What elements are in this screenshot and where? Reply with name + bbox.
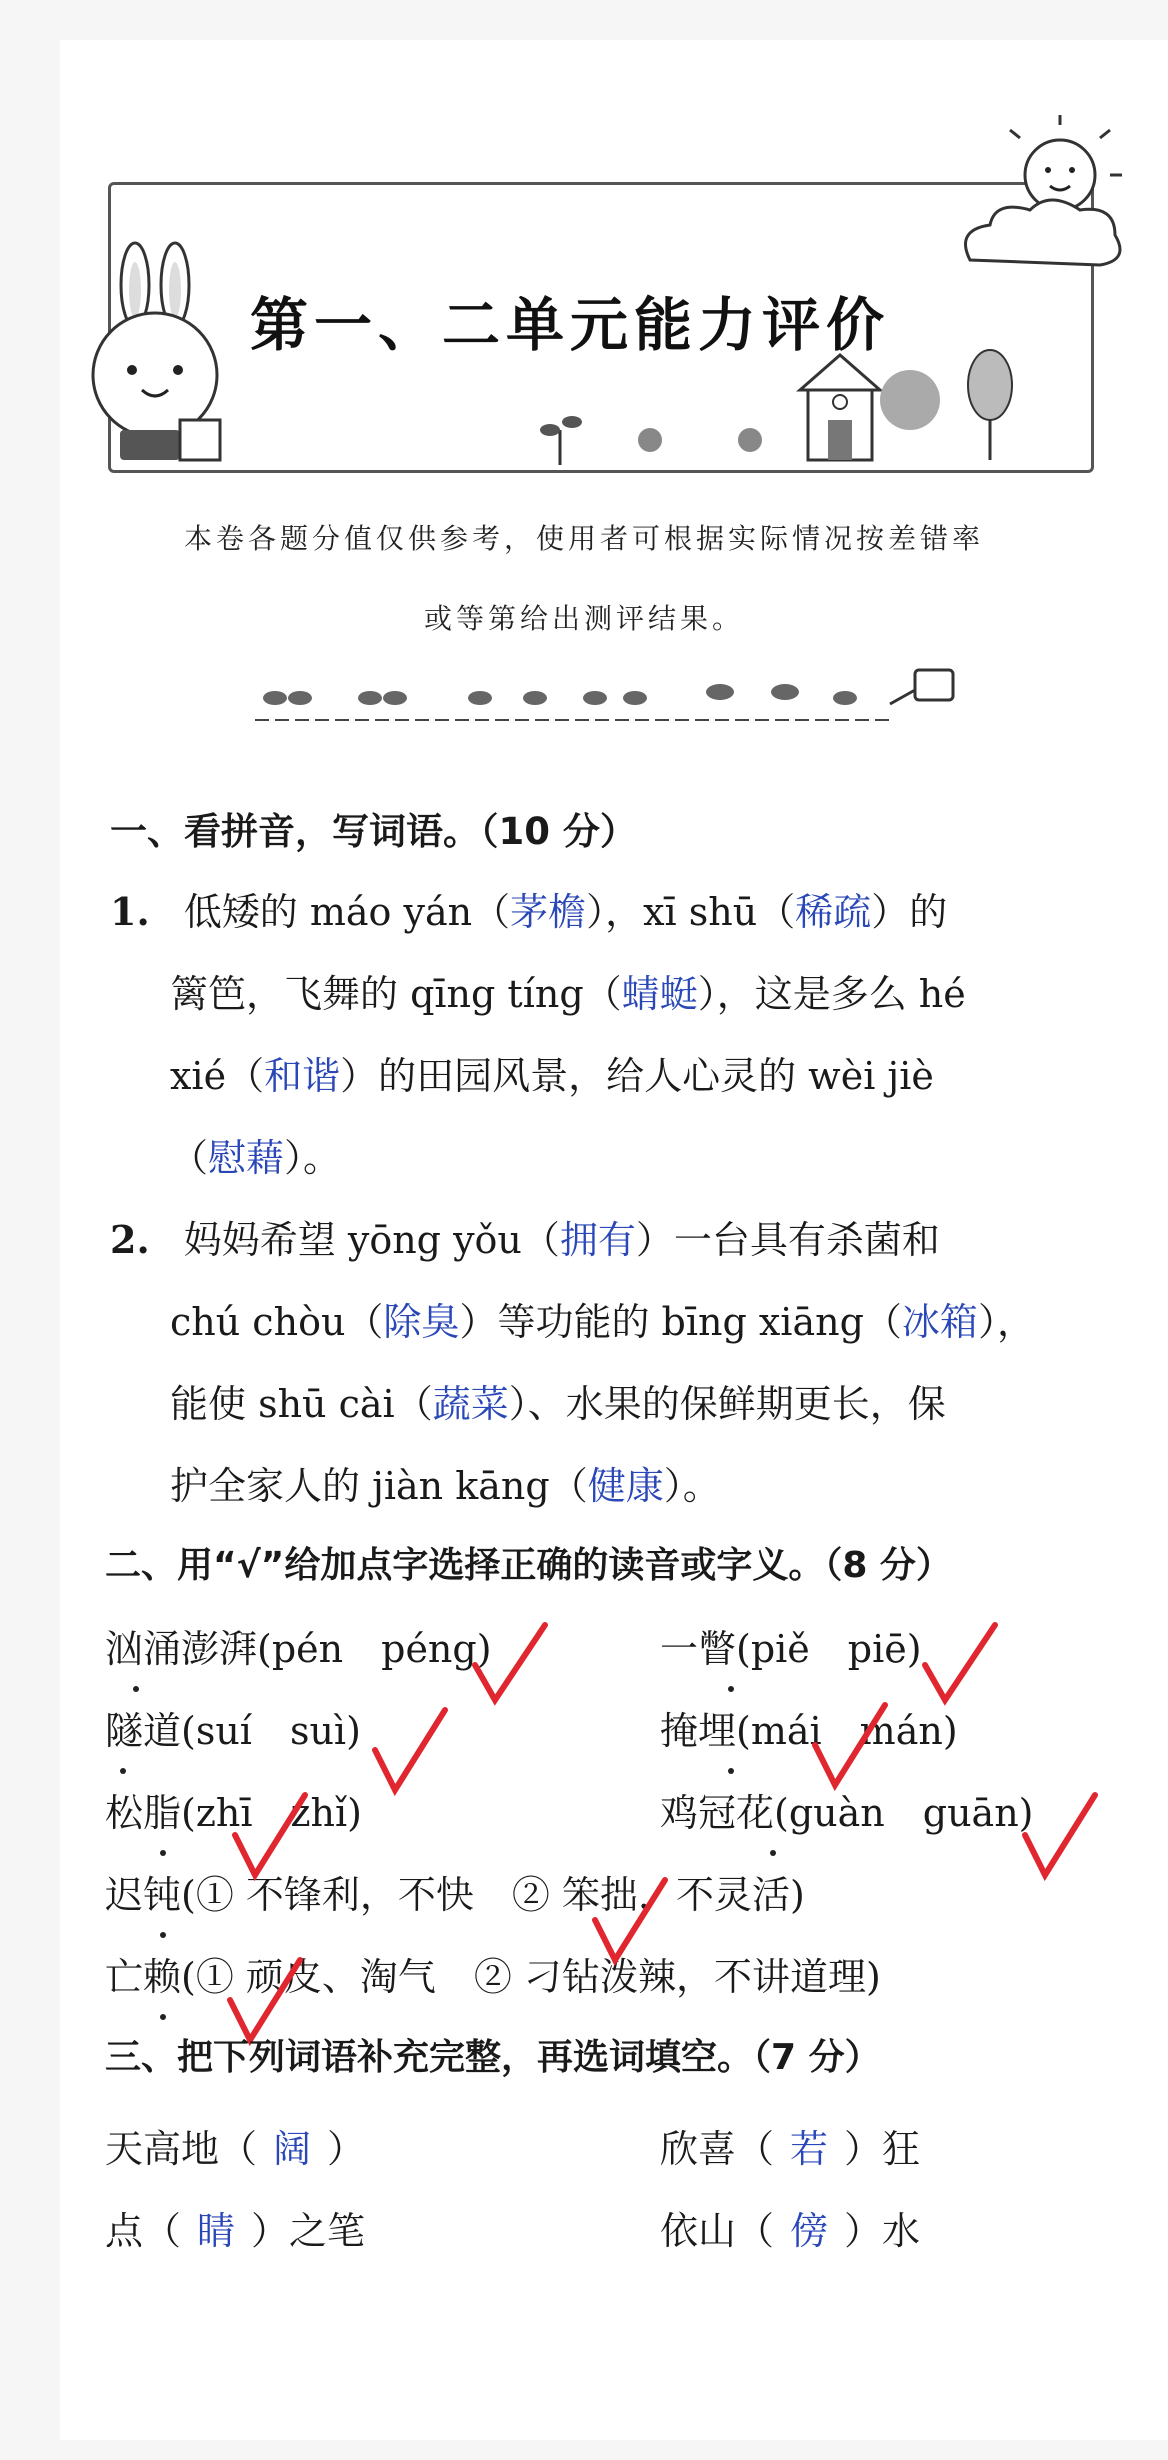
sprout-divider-icon xyxy=(255,660,975,730)
emphasis-dot xyxy=(160,1850,166,1856)
q1-answer-1: 茅檐 xyxy=(510,890,587,934)
check-mark-icon xyxy=(230,1790,310,1885)
emphasis-dot xyxy=(120,1768,126,1774)
s3-item-3 xyxy=(105,2209,366,2253)
s3-item-1-pre: 天高地（ xyxy=(105,2127,258,2171)
q1-line3 xyxy=(170,1054,934,1098)
q2-line4 xyxy=(170,1464,721,1508)
s3-item-3-answer: 睛 xyxy=(197,2209,236,2253)
bunny-icon xyxy=(80,240,230,480)
q1-text-i: ）。 xyxy=(284,1136,342,1180)
q1-text-e: ），这是多么 hé xyxy=(697,972,966,1016)
s3-item-1 xyxy=(105,2127,366,2171)
s2-row2-right: 掩埋(mái mán) xyxy=(660,1709,958,1753)
emphasis-dot xyxy=(770,1850,776,1856)
emphasis-dot xyxy=(160,1932,166,1938)
q2-answer-2: 除臭 xyxy=(383,1300,460,1344)
emphasis-dot xyxy=(728,1768,734,1774)
emphasis-dot xyxy=(160,2014,166,2020)
q2-text-h: 护全家人的 jiàn kāng（ xyxy=(170,1464,588,1508)
s3-item-1-answer: 阔 xyxy=(273,2127,312,2171)
q2-text-f: 能使 shū cài（ xyxy=(170,1382,433,1426)
s3-item-2-answer: 若 xyxy=(790,2127,829,2171)
q2-number: 2. xyxy=(110,1217,150,1262)
q1-text-f: xié（ xyxy=(170,1054,265,1098)
emphasis-dot xyxy=(133,1686,139,1692)
note-line-1: 本卷各题分值仅供参考，使用者可根据实际情况按差错率 xyxy=(183,522,984,555)
q1-text-g: ）的田园风景，给人心灵的 wèi jiè xyxy=(340,1054,934,1098)
q2-line1 xyxy=(110,1217,940,1262)
s3-item-2 xyxy=(660,2127,921,2171)
check-mark-icon xyxy=(810,1700,890,1795)
q2-line2 xyxy=(170,1300,1035,1344)
q1-text-c: ）的 xyxy=(871,890,948,934)
s3-item-4-pre: 依山（ xyxy=(660,2209,775,2253)
section2-heading: 二、用“√”给加点字选择正确的读音或字义。（8 分） xyxy=(105,1545,952,1586)
q2-line3 xyxy=(170,1382,946,1426)
q2-text-g: ）、水果的保鲜期更长，保 xyxy=(508,1382,946,1426)
q2-answer-3: 冰箱 xyxy=(901,1300,978,1344)
q2-text-b: ）一台具有杀菌和 xyxy=(635,1218,940,1262)
s2-row1-left: 汹涌澎湃(pén péng) xyxy=(105,1627,492,1671)
q2-text-i: ）。 xyxy=(663,1464,721,1508)
s3-item-4-post: ）水 xyxy=(844,2209,921,2253)
s3-item-3-post: ）之笔 xyxy=(251,2209,366,2253)
s2-row5: 亡赖(① 顽皮、淘气 ② 刁钻泼辣，不讲道理) xyxy=(105,1955,881,1999)
section3-heading: 三、把下列词语补充完整，再选词填空。（7 分） xyxy=(105,2037,881,2078)
s3-item-3-pre: 点（ xyxy=(105,2209,182,2253)
q1-line4 xyxy=(170,1136,342,1180)
q2-text-e: ）， xyxy=(977,1300,1035,1344)
q1-answer-4: 和谐 xyxy=(264,1054,341,1098)
s2-row1-right: 一瞥(piě piē) xyxy=(660,1627,922,1671)
sun-cloud-icon xyxy=(950,110,1130,280)
q2-answer-5: 健康 xyxy=(587,1464,664,1508)
s2-row4: 迟钝(① 不锋利，不快 ② 笨拙，不灵活) xyxy=(105,1873,805,1917)
s3-item-2-post: ）狂 xyxy=(844,2127,921,2171)
q1-text-b: ），xī shū（ xyxy=(586,890,796,934)
q1-line2 xyxy=(170,972,966,1016)
q2-text-c: chú chòu（ xyxy=(170,1300,384,1344)
page-title: 第一、二单元能力评价 xyxy=(250,291,891,359)
s2-row3-left: 松脂(zhī zhǐ) xyxy=(105,1791,362,1835)
q1-text-h: （ xyxy=(170,1136,209,1180)
emphasis-dot xyxy=(728,1686,734,1692)
check-mark-icon xyxy=(225,1955,305,2050)
s3-item-4 xyxy=(660,2209,921,2253)
q1-number: 1. xyxy=(110,889,150,934)
note-line-2: 或等第给出测评结果。 xyxy=(423,602,744,635)
q1-answer-3: 蜻蜓 xyxy=(621,972,698,1016)
check-mark-icon xyxy=(1020,1790,1100,1885)
sprout-icons xyxy=(540,400,780,470)
q1-answer-2: 稀疏 xyxy=(795,890,872,934)
q1-line1 xyxy=(110,889,948,934)
q1-answer-5: 慰藉 xyxy=(208,1136,285,1180)
q1-text-a: 低矮的 máo yán（ xyxy=(183,890,511,934)
q2-text-d: ）等功能的 bīng xiāng（ xyxy=(459,1300,902,1344)
section1-heading: 一、看拼音，写词语。（10 分） xyxy=(110,810,637,853)
check-mark-icon xyxy=(920,1620,1000,1710)
check-mark-icon xyxy=(370,1705,450,1800)
s2-row3-right: 鸡冠花(guàn guān) xyxy=(660,1791,1034,1835)
q1-text-d: 篱笆，飞舞的 qīng tíng（ xyxy=(170,972,622,1016)
check-mark-icon xyxy=(470,1620,550,1710)
s3-item-1-post: ） xyxy=(327,2127,366,2171)
q2-text-a: 妈妈希望 yōng yǒu（ xyxy=(183,1218,560,1262)
s3-item-4-answer: 傍 xyxy=(790,2209,829,2253)
check-mark-icon xyxy=(590,1875,670,1970)
q2-answer-4: 蔬菜 xyxy=(432,1382,509,1426)
q2-answer-1: 拥有 xyxy=(559,1218,636,1262)
s2-row2-left: 隧道(suí suì) xyxy=(105,1709,361,1753)
s3-item-2-pre: 欣喜（ xyxy=(660,2127,775,2171)
